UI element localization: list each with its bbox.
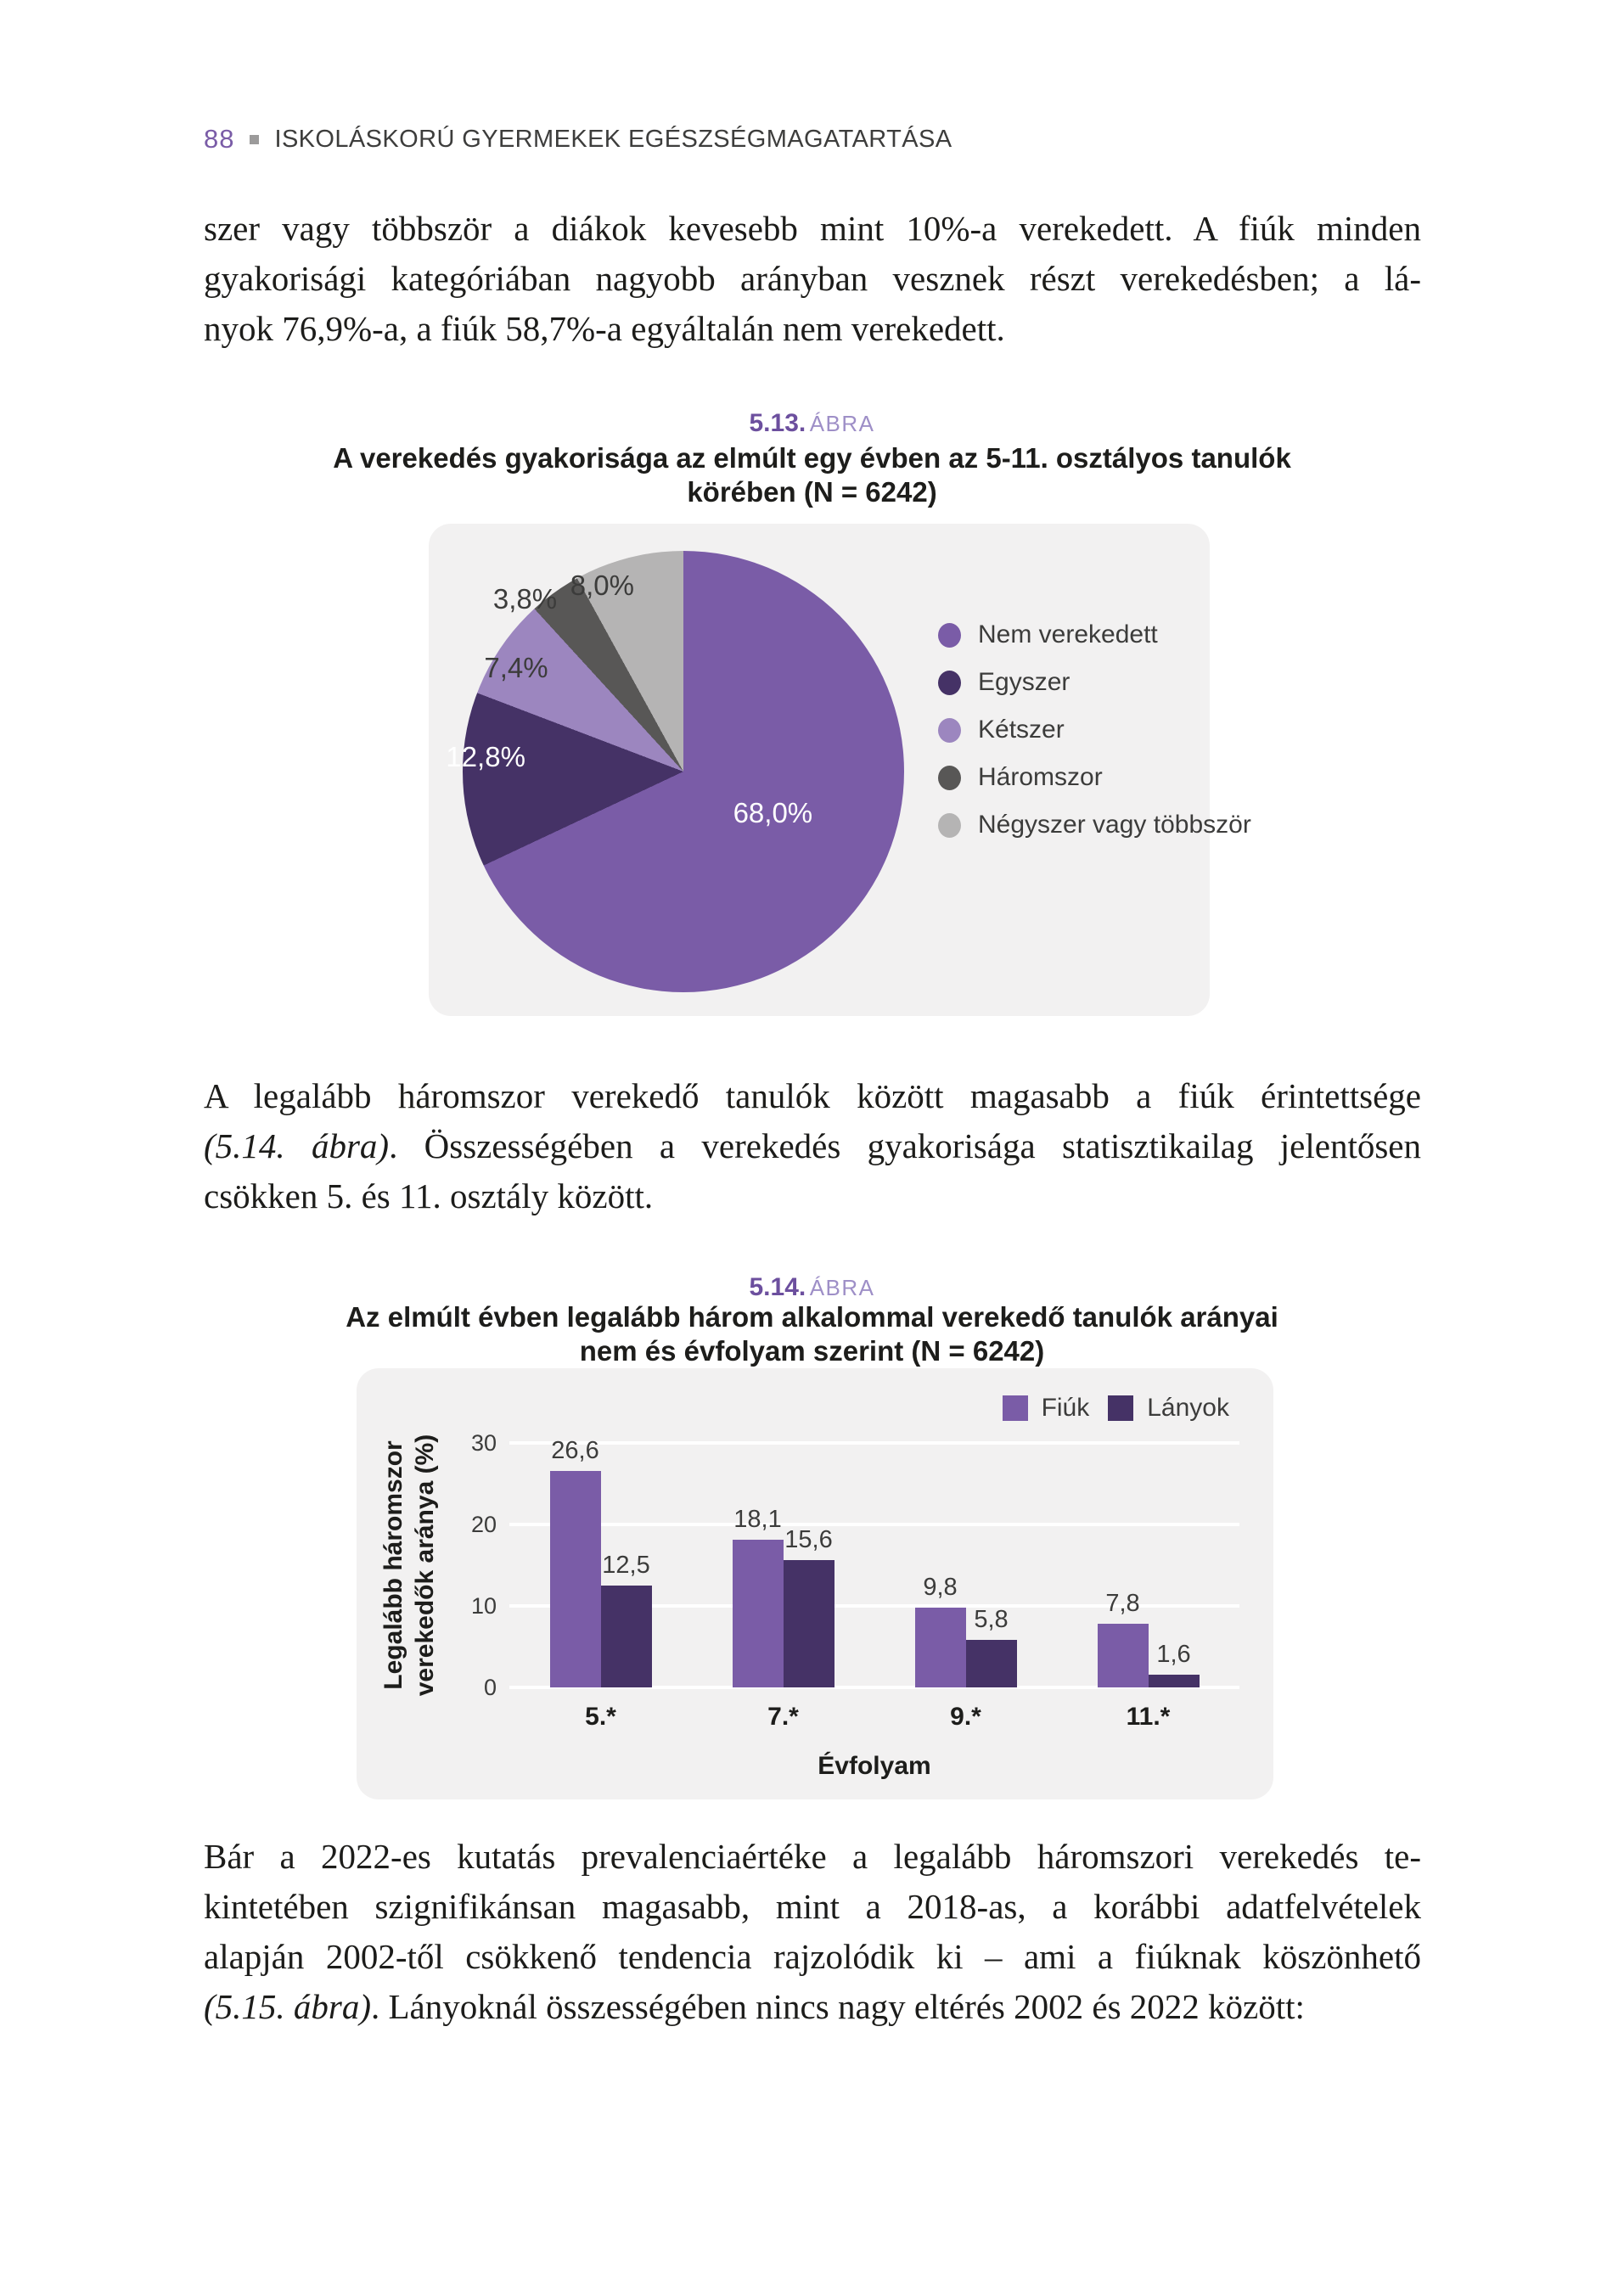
pie-chart-panel bbox=[429, 524, 1251, 1016]
italic-text-run: (5.15. ábra) bbox=[204, 1987, 372, 2026]
text-line bbox=[204, 254, 1421, 304]
page-header bbox=[204, 124, 952, 154]
text-line bbox=[204, 1932, 1421, 1982]
figure-5-14-title bbox=[0, 1300, 1624, 1368]
text-line bbox=[204, 1171, 1421, 1221]
legend-marker-icon bbox=[938, 718, 961, 743]
figure-label: ÁBRA bbox=[809, 411, 875, 436]
y-axis-title bbox=[378, 1434, 441, 1697]
pie-slice-label: 7,4% bbox=[484, 652, 548, 684]
text-run: . Lányoknál összességében nincs nagy eltérés 2002 és 2022 között: bbox=[371, 1987, 1305, 2026]
running-head: ISKOLÁSKORÚ GYERMEKEK EGÉSZSÉGMAGATARTÁSA bbox=[274, 125, 952, 153]
bar-Fiúk-7.* bbox=[733, 1540, 784, 1687]
figure-5-13-title bbox=[0, 441, 1624, 509]
text-line bbox=[204, 1071, 1421, 1121]
bar-value-label: 26,6 bbox=[551, 1436, 599, 1464]
bar-chart-panel bbox=[357, 1368, 1273, 1799]
figure-title-line: nem és évfolyam szerint (N = 6242) bbox=[579, 1335, 1045, 1367]
bar-value-label: 1,6 bbox=[1156, 1640, 1191, 1668]
legend-label: Négyszer vagy többször bbox=[978, 811, 1251, 839]
figure-label: ÁBRA bbox=[809, 1275, 875, 1300]
text-line bbox=[204, 1982, 1421, 2032]
text-run: csökken 5. és 11. osztály között. bbox=[204, 1176, 654, 1215]
figure-5-13-caption bbox=[0, 409, 1624, 438]
text-line bbox=[204, 204, 1421, 254]
legend-marker-icon bbox=[938, 623, 961, 648]
legend-marker-icon bbox=[938, 671, 961, 695]
legend-marker-icon bbox=[938, 813, 961, 838]
y-tick-label: 30 bbox=[470, 1430, 497, 1456]
figure-title-line: Az elmúlt évben legalább három alkalommal verekedő tanulók arányai bbox=[346, 1301, 1278, 1333]
y-axis-title-line: Legalább háromszor bbox=[379, 1440, 407, 1690]
pie-legend-item bbox=[938, 716, 1065, 744]
legend-marker-icon bbox=[1108, 1395, 1133, 1421]
text-line bbox=[204, 1121, 1421, 1171]
y-axis-title-line: verekedők aránya (%) bbox=[411, 1434, 439, 1697]
legend-label: Fiúk bbox=[1041, 1394, 1090, 1422]
bar-Lányok-5.* bbox=[601, 1586, 652, 1687]
figure-5-14-caption bbox=[0, 1273, 1624, 1302]
bar-value-label: 5,8 bbox=[974, 1606, 1009, 1634]
legend-label: Kétszer bbox=[978, 716, 1065, 744]
text-run: gyakorisági kategóriában nagyobb arányban vesznek részt verekedésben; a lá- bbox=[204, 259, 1421, 298]
bar-value-label: 18,1 bbox=[733, 1506, 782, 1534]
pie-chart bbox=[463, 551, 904, 992]
y-tick-label: 20 bbox=[470, 1512, 497, 1537]
text-line bbox=[204, 1832, 1421, 1882]
legend-label: Egyszer bbox=[978, 668, 1070, 696]
x-category-label: 11.* bbox=[1126, 1703, 1171, 1731]
legend-label: Háromszor bbox=[978, 763, 1103, 791]
bar-value-label: 9,8 bbox=[923, 1573, 958, 1601]
pie-legend-item bbox=[938, 668, 1070, 697]
bar-value-label: 15,6 bbox=[784, 1526, 833, 1554]
figure-title-line: körében (N = 6242) bbox=[687, 476, 937, 508]
legend-label: Nem verekedett bbox=[978, 620, 1158, 648]
legend-marker-icon bbox=[1003, 1395, 1028, 1421]
bar-value-label: 12,5 bbox=[602, 1552, 650, 1579]
text-line bbox=[204, 304, 1421, 354]
pie-slice-label: 12,8% bbox=[446, 740, 525, 772]
text-run: alapján 2002-től csökkenő tendencia rajzolódik ki – ami a fiúknak köszönhető bbox=[204, 1937, 1421, 1976]
x-axis-title: Évfolyam bbox=[818, 1752, 931, 1780]
bar-legend-item bbox=[1003, 1394, 1090, 1423]
bar-chart-legend bbox=[1003, 1394, 1229, 1423]
text-run: A legalább háromszor verekedő tanulók között magasabb a fiúk érintettsége bbox=[204, 1076, 1421, 1115]
gridline bbox=[509, 1523, 1239, 1526]
page-number: 88 bbox=[204, 124, 235, 154]
x-category-label: 9.* bbox=[950, 1703, 981, 1731]
pie-slice-label: 8,0% bbox=[570, 570, 634, 602]
text-run: Bár a 2022-es kutatás prevalenciaértéke a legalább háromszori verekedés te- bbox=[204, 1837, 1421, 1876]
bar-Lányok-9.* bbox=[966, 1640, 1017, 1687]
bar-legend-item bbox=[1108, 1394, 1229, 1423]
header-bullet-icon bbox=[250, 135, 259, 144]
x-category-label: 5.* bbox=[585, 1703, 616, 1731]
paragraph bbox=[204, 1071, 1421, 1221]
legend-label: Lányok bbox=[1147, 1394, 1229, 1422]
pie-legend-item bbox=[938, 620, 1158, 649]
pie-legend-item bbox=[938, 811, 1251, 839]
text-run: nyok 76,9%-a, a fiúk 58,7%-a egyáltalán nem verekedett. bbox=[204, 309, 1005, 348]
pie-slice-label: 3,8% bbox=[492, 582, 558, 615]
bar-Lányok-11.* bbox=[1149, 1675, 1200, 1687]
bar-Lányok-7.* bbox=[784, 1560, 834, 1687]
text-run: . Összességében a verekedés gyakorisága statisztikailag jelentősen bbox=[389, 1126, 1421, 1165]
paragraph bbox=[204, 1832, 1421, 2032]
pie-legend-item bbox=[938, 763, 1103, 792]
legend-marker-icon bbox=[938, 766, 961, 790]
figure-number: 5.14. bbox=[749, 1273, 806, 1301]
text-run: szer vagy többször a diákok kevesebb mint 10%-a verekedett. A fiúk minden bbox=[204, 209, 1421, 248]
text-line bbox=[204, 1882, 1421, 1932]
bar-chart-plot-area bbox=[509, 1436, 1239, 1687]
figure-title-line: A verekedés gyakorisága az elmúlt egy évben az 5-11. osztályos tanulók bbox=[333, 442, 1291, 474]
y-tick-label: 10 bbox=[470, 1593, 497, 1619]
figure-number: 5.13. bbox=[749, 409, 806, 437]
paragraph bbox=[204, 204, 1421, 354]
y-tick-label: 0 bbox=[483, 1675, 497, 1700]
bar-value-label: 7,8 bbox=[1105, 1590, 1140, 1618]
text-run: kintetében szignifikánsan magasabb, mint a 2018-as, a korábbi adatfelvételek bbox=[204, 1887, 1421, 1926]
pie-slice-label: 68,0% bbox=[733, 796, 813, 828]
italic-text-run: (5.14. ábra) bbox=[204, 1126, 390, 1165]
x-category-label: 7.* bbox=[767, 1703, 799, 1731]
